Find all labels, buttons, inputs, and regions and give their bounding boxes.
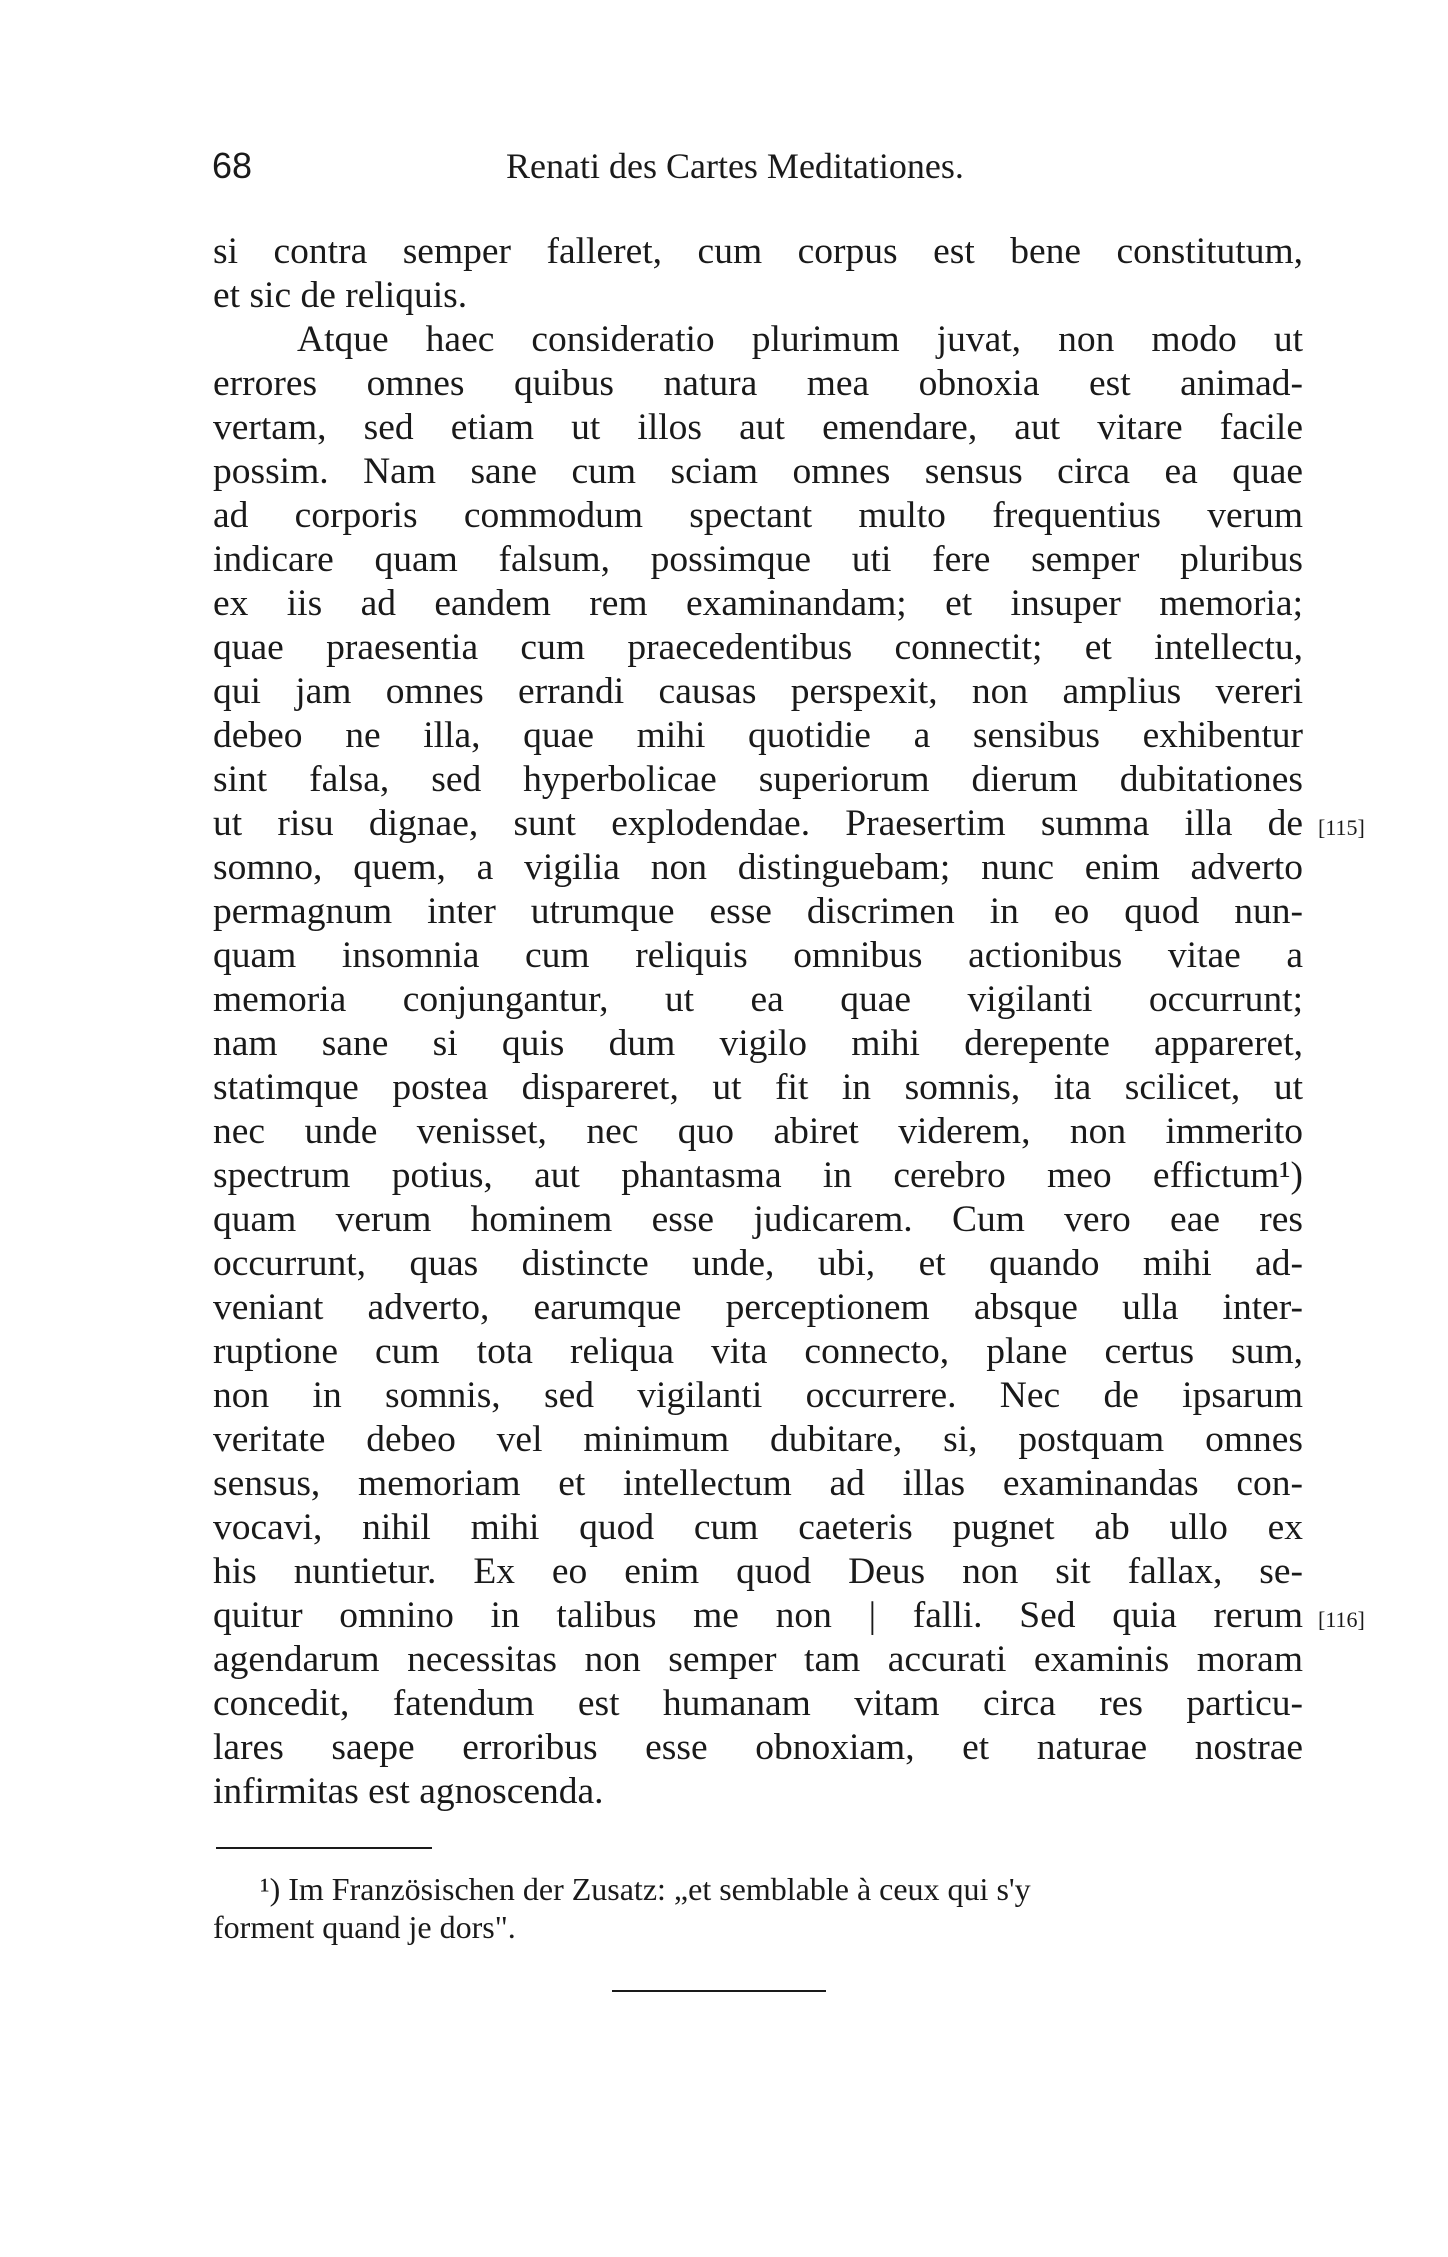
text-line: agendarum necessitas non semper tam accurati examinis moram (213, 1639, 1303, 1680)
text-line: vertam, sed etiam ut illos aut emendare, aut vitare facile (213, 407, 1303, 448)
text-line: ruptione cum tota reliqua vita connecto, plane certus sum, (213, 1331, 1303, 1372)
text-line: qui jam omnes errandi causas perspexit, non amplius vereri (213, 671, 1303, 712)
margin-page-ref: [116] (1318, 1607, 1365, 1632)
text-line: permagnum inter utrumque esse discrimen in eo quod nun- (213, 891, 1303, 932)
text-line: possim. Nam sane cum sciam omnes sensus circa ea quae (213, 451, 1303, 492)
text-line: ad corporis commodum spectant multo frequentius verum (213, 495, 1303, 536)
text-line: Atque haec consideratio plurimum juvat, non modo ut (297, 319, 1303, 360)
footnote-divider (216, 1847, 432, 1849)
text-line: concedit, fatendum est humanam vitam circa res particu- (213, 1683, 1303, 1724)
text-line: lares saepe erroribus esse obnoxiam, et naturae nostrae (213, 1727, 1303, 1768)
text-line: occurrunt, quas distincte unde, ubi, et quando mihi ad- (213, 1243, 1303, 1284)
text-line: non in somnis, sed vigilanti occurrere. Nec de ipsarum (213, 1375, 1303, 1416)
text-line: debeo ne illa, quae mihi quotidie a sensibus exhibentur (213, 715, 1303, 756)
margin-page-ref: [115] (1318, 815, 1365, 840)
text-line: nam sane si quis dum vigilo mihi derepente appareret, (213, 1023, 1303, 1064)
page-number: 68 (212, 145, 253, 186)
text-line: vocavi, nihil mihi quod cum caeteris pugnet ab ullo ex (213, 1507, 1303, 1548)
text-line: quam verum hominem esse judicarem. Cum vero eae res (213, 1199, 1303, 1240)
text-line: si contra semper falleret, cum corpus est bene constitutum, (213, 231, 1303, 272)
text-line: errores omnes quibus natura mea obnoxia est animad- (213, 363, 1303, 404)
text-line: statimque postea dispareret, ut fit in somnis, ita scilicet, ut (213, 1067, 1303, 1108)
footnote-line: forment quand je dors". (213, 1909, 516, 1945)
footnote-line: ¹) Im Französischen der Zusatz: „et semblable à ceux qui s'y (260, 1871, 1031, 1907)
text-line: nec unde venisset, nec quo abiret viderem, non immerito (213, 1111, 1303, 1152)
end-divider (612, 1990, 826, 1992)
text-line: quam insomnia cum reliquis omnibus actionibus vitae a (213, 935, 1303, 976)
text-line: quitur omnino in talibus me non | falli. Sed quia rerum (213, 1595, 1303, 1636)
text-line: quae praesentia cum praecedentibus connectit; et intellectu, (213, 627, 1303, 668)
text-line: indicare quam falsum, possimque uti fere semper pluribus (213, 539, 1303, 580)
text-line: ex iis ad eandem rem examinandam; et insuper memoria; (213, 583, 1303, 624)
text-line: spectrum potius, aut phantasma in cerebro meo effictum¹) (213, 1155, 1303, 1196)
text-line: et sic de reliquis. (213, 275, 468, 316)
text-line: infirmitas est agnoscenda. (213, 1771, 604, 1812)
text-line: somno, quem, a vigilia non distinguebam; nunc enim adverto (213, 847, 1303, 888)
running-title: Renati des Cartes Meditationes. (506, 146, 964, 186)
text-line: sint falsa, sed hyperbolicae superiorum dierum dubitationes (213, 759, 1303, 800)
text-line: veniant adverto, earumque perceptionem absque ulla inter- (213, 1287, 1303, 1328)
text-line: ut risu dignae, sunt explodendae. Praesertim summa illa de (213, 803, 1303, 844)
text-line: veritate debeo vel minimum dubitare, si, postquam omnes (213, 1419, 1303, 1460)
text-line: sensus, memoriam et intellectum ad illas examinandas con- (213, 1463, 1303, 1504)
text-line: his nuntietur. Ex eo enim quod Deus non sit fallax, se- (213, 1551, 1303, 1592)
text-line: memoria conjungantur, ut ea quae vigilanti occurrunt; (213, 979, 1303, 1020)
